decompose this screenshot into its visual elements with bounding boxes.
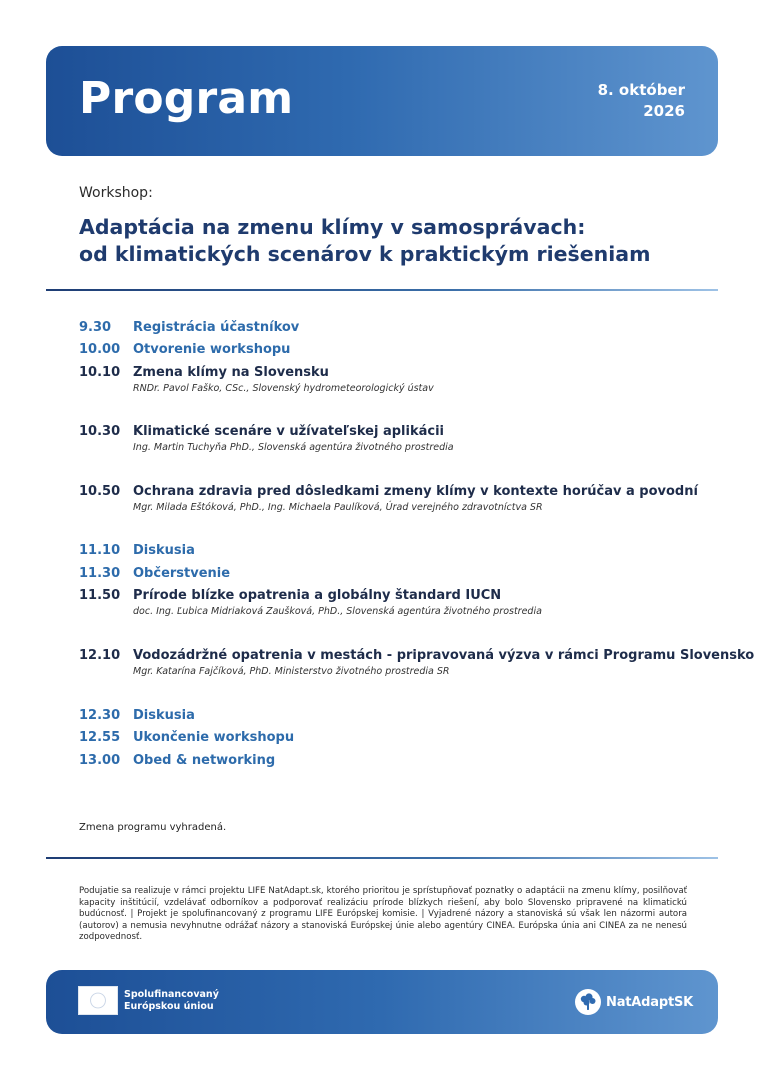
agenda-title: Prírode blízke opatrenia a globálny štandard IUCN bbox=[133, 588, 502, 603]
agenda-time: 10.50 bbox=[79, 484, 121, 499]
agenda-title: Ochrana zdravia pred dôsledkami zmeny klímy v kontexte horúčav a povodní bbox=[133, 484, 698, 499]
agenda-title: Občerstvenie bbox=[133, 566, 231, 581]
funding-disclaimer: Podujatie sa realizuje v rámci projektu LIFE NatAdapt.sk, ktorého prioritou je sprístupňovať poznatky o adaptácii na zmenu klímy, posilňovať kapacity inštitúcií, vzdelávať odborníkov a podporovať realizáciu prírode blízkych riešení, aby bolo Slovensko pripravené na klimatickú budúcnosť. | Projekt je spolufinancovaný z programu LIFE Európskej komisie. | Vyjadrené názory a stanoviská sú však len názormi autora (autorov) a nemusia nevyhnutne odrážať názory a stanoviská Európskej únie alebo agentúry CINEA. Európska únia ani CINEA za ne nenesú zodpovednosť. bbox=[79, 886, 687, 942]
agenda-speaker: Mgr. Katarína Fajčíková, PhD. Ministerstvo životného prostredia SR bbox=[133, 666, 450, 677]
footer-banner bbox=[46, 970, 718, 1034]
agenda-time: 9.30 bbox=[79, 320, 112, 335]
agenda-title: Diskusia bbox=[133, 708, 195, 723]
agenda-time: 11.50 bbox=[79, 588, 121, 603]
event-date-year: 2026 bbox=[643, 102, 685, 120]
divider-bottom bbox=[46, 857, 718, 859]
agenda-title: Klimatické scenáre v užívateľskej aplikácii bbox=[133, 424, 445, 439]
agenda-speaker: Ing. Martin Tuchyňa PhD., Slovenská agentúra životného prostredia bbox=[133, 442, 454, 453]
eu-cofunding-line1: Spolufinancovaný bbox=[124, 989, 219, 1000]
eu-cofunding-label bbox=[124, 989, 219, 1013]
agenda-time: 12.30 bbox=[79, 708, 121, 723]
eu-cofunding-line2: Európskou úniou bbox=[124, 1001, 214, 1012]
agenda-title: Otvorenie workshopu bbox=[133, 342, 291, 357]
agenda-time: 12.55 bbox=[79, 730, 121, 745]
divider-top bbox=[46, 289, 718, 291]
event-date bbox=[598, 80, 685, 122]
page-title: Program bbox=[79, 73, 294, 124]
workshop-label: Workshop: bbox=[79, 185, 153, 201]
workshop-title bbox=[79, 214, 719, 268]
event-date-day: 8. október bbox=[597, 81, 685, 99]
agenda-title: Ukončenie workshopu bbox=[133, 730, 295, 745]
agenda-title: Registrácia účastníkov bbox=[133, 320, 300, 335]
workshop-title-line2: od klimatických scenárov k praktickým riešeniam bbox=[79, 242, 651, 266]
workshop-title-line1: Adaptácia na zmenu klímy v samosprávach: bbox=[79, 215, 586, 239]
natadapt-logo bbox=[574, 987, 693, 1017]
agenda-speaker: doc. Ing. Ľubica Midriaková Zaušková, PhD., Slovenská agentúra životného prostredia bbox=[133, 606, 542, 617]
eu-flag-icon bbox=[78, 986, 118, 1015]
agenda-title: Vodozádržné opatrenia v mestách - pripravovaná výzva v rámci Programu Slovensko bbox=[133, 648, 755, 663]
natadapt-logo-text: NatAdaptSK bbox=[606, 994, 693, 1010]
agenda-time: 13.00 bbox=[79, 753, 121, 768]
agenda-time: 11.30 bbox=[79, 566, 121, 581]
agenda-title: Obed & networking bbox=[133, 753, 276, 768]
tree-icon bbox=[574, 988, 602, 1016]
agenda-time: 10.30 bbox=[79, 424, 121, 439]
agenda-title: Zmena klímy na Slovensku bbox=[133, 365, 329, 380]
agenda-speaker: RNDr. Pavol Faško, CSc., Slovenský hydrometeorologický ústav bbox=[133, 383, 434, 394]
program-change-note: Zmena programu vyhradená. bbox=[79, 822, 227, 833]
agenda-time: 12.10 bbox=[79, 648, 121, 663]
header-banner bbox=[46, 46, 718, 156]
agenda-time: 10.00 bbox=[79, 342, 121, 357]
agenda-time: 11.10 bbox=[79, 543, 121, 558]
agenda-time: 10.10 bbox=[79, 365, 121, 380]
agenda-speaker: Mgr. Milada Eštóková, PhD., Ing. Michaela Paulíková, Úrad verejného zdravotníctva SR bbox=[133, 502, 543, 513]
agenda-title: Diskusia bbox=[133, 543, 195, 558]
